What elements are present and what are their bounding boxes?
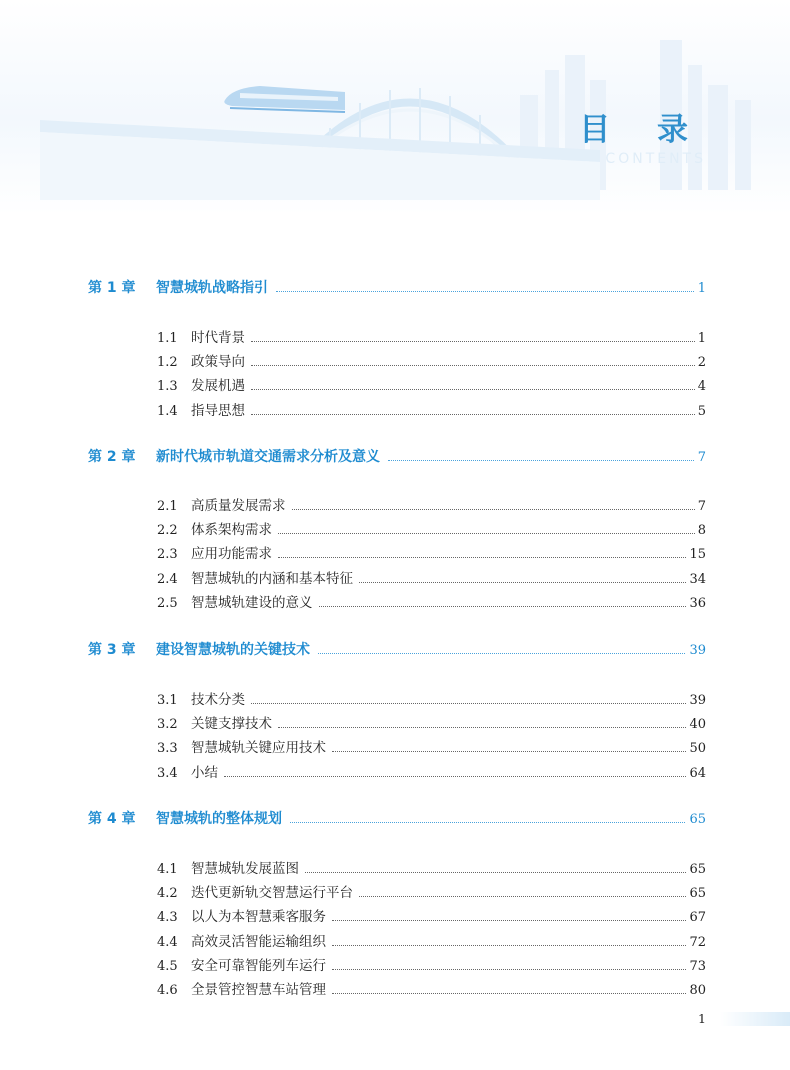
dot-leader (251, 414, 695, 415)
section-title: 发展机遇 (191, 378, 245, 395)
section-title: 全景管控智慧车站管理 (191, 982, 326, 998)
section-page: 7 (697, 499, 706, 514)
section-title: 高质量发展需求 (191, 498, 286, 514)
section-page: 65 (689, 862, 706, 877)
section-page: 50 (689, 741, 706, 757)
section-number: 4.6 (157, 983, 178, 998)
section-number: 1.4 (157, 403, 178, 419)
section-page: 72 (689, 934, 706, 950)
section-number: 3.3 (157, 741, 178, 757)
section-page: 34 (689, 571, 706, 587)
toc-chapter[interactable] (88, 639, 706, 659)
toc-section[interactable] (157, 712, 706, 732)
section-number: 1.3 (157, 379, 178, 395)
section-page: 36 (689, 595, 706, 611)
dot-leader (332, 751, 686, 752)
section-page: 5 (697, 403, 706, 419)
toc-section[interactable] (157, 954, 706, 974)
section-title: 迭代更新轨交智慧运行平台 (191, 885, 353, 902)
section-page: 73 (689, 958, 706, 974)
section-title: 智慧城轨发展蓝图 (191, 861, 299, 877)
dot-leader (290, 822, 685, 823)
dot-leader (251, 389, 695, 390)
section-title: 体系架构需求 (191, 522, 272, 539)
dot-leader (278, 533, 695, 534)
section-title: 应用功能需求 (191, 546, 272, 563)
chapter-title: 智慧城轨战略指引 (156, 280, 268, 296)
toc-section[interactable] (157, 518, 706, 538)
dot-leader (318, 653, 685, 654)
dot-leader (359, 582, 686, 583)
toc-section[interactable] (157, 326, 706, 346)
chapter-title: 智慧城轨的整体规划 (156, 811, 282, 827)
chapter-page: 65 (689, 812, 706, 827)
section-title: 智慧城轨的内涵和基本特征 (191, 570, 353, 587)
dot-leader (224, 776, 686, 777)
chapter-title: 建设智慧城轨的关键技术 (156, 642, 310, 658)
dot-leader (332, 945, 686, 946)
section-number: 2.4 (157, 571, 178, 587)
page-number: 1 (698, 1011, 706, 1026)
toc-section[interactable] (157, 688, 706, 708)
section-number: 4.1 (157, 862, 178, 877)
toc-section[interactable] (157, 857, 706, 877)
toc-section[interactable] (157, 399, 706, 419)
section-title: 智慧城轨关键应用技术 (191, 740, 326, 757)
section-number: 2.5 (157, 595, 178, 611)
section-number: 4.2 (157, 886, 178, 902)
section-page: 65 (689, 886, 706, 902)
page-title: 目 录 (579, 112, 706, 148)
toc-section[interactable] (157, 930, 706, 950)
dot-leader (305, 872, 686, 873)
section-page: 1 (697, 331, 706, 346)
section-number: 4.3 (157, 910, 178, 926)
section-number: 1.2 (157, 355, 178, 371)
section-page: 67 (689, 910, 706, 926)
section-page: 8 (697, 523, 706, 539)
section-page: 39 (689, 693, 706, 708)
toc-section[interactable] (157, 567, 706, 587)
section-title: 高效灵活智能运输组织 (191, 933, 326, 950)
section-title: 以人为本智慧乘客服务 (191, 909, 326, 926)
toc-section[interactable] (157, 905, 706, 925)
toc-section[interactable] (157, 542, 706, 562)
dot-leader (251, 703, 686, 704)
dot-leader (292, 509, 695, 510)
toc-section[interactable] (157, 374, 706, 394)
section-title: 智慧城轨建设的意义 (191, 594, 313, 611)
dot-leader (276, 291, 694, 292)
toc-chapter[interactable] (88, 277, 706, 297)
toc-section[interactable] (157, 350, 706, 370)
chapter-number: 第 2 章 (88, 449, 136, 465)
section-title: 指导思想 (191, 402, 245, 419)
chapter-page: 7 (697, 450, 706, 465)
section-page: 2 (697, 355, 706, 371)
toc-section[interactable] (157, 736, 706, 756)
toc-section[interactable] (157, 494, 706, 514)
dot-leader (251, 341, 695, 342)
section-title: 安全可靠智能列车运行 (191, 957, 326, 974)
section-title: 技术分类 (191, 692, 245, 708)
section-page: 64 (689, 765, 706, 781)
section-number: 4.5 (157, 958, 178, 974)
chapter-page: 1 (697, 281, 706, 296)
chapter-title: 新时代城市轨道交通需求分析及意义 (156, 449, 380, 465)
section-number: 3.1 (157, 693, 178, 708)
page-tab-decoration (720, 1012, 790, 1026)
toc-section[interactable] (157, 591, 706, 611)
section-title: 政策导向 (191, 354, 245, 371)
dot-leader (319, 606, 687, 607)
dot-leader (332, 920, 686, 921)
dot-leader (332, 969, 686, 970)
section-number: 2.1 (157, 499, 178, 514)
section-title: 小结 (191, 764, 218, 781)
section-page: 15 (689, 547, 706, 563)
section-number: 2.3 (157, 547, 178, 563)
toc-chapter[interactable] (88, 446, 706, 466)
section-title: 时代背景 (191, 330, 245, 346)
dot-leader (278, 727, 686, 728)
section-number: 1.1 (157, 331, 178, 346)
dot-leader (278, 557, 686, 558)
section-page: 80 (689, 983, 706, 998)
section-number: 3.4 (157, 765, 178, 781)
chapter-number: 第 1 章 (88, 280, 136, 296)
chapter-number: 第 4 章 (88, 811, 136, 827)
toc-section[interactable] (157, 978, 706, 998)
toc-section[interactable] (157, 881, 706, 901)
dot-leader (251, 365, 695, 366)
section-number: 3.2 (157, 717, 178, 733)
toc-section[interactable] (157, 761, 706, 781)
section-number: 4.4 (157, 934, 178, 950)
section-number: 2.2 (157, 523, 178, 539)
chapter-number: 第 3 章 (88, 642, 136, 658)
dot-leader (359, 896, 686, 897)
section-title: 关键支撑技术 (191, 716, 272, 733)
section-page: 4 (697, 379, 706, 395)
dot-leader (388, 460, 694, 461)
toc-chapter[interactable] (88, 808, 706, 828)
section-page: 40 (689, 717, 706, 733)
page-subtitle: CONTENTS (605, 151, 706, 167)
dot-leader (332, 993, 686, 994)
chapter-page: 39 (689, 643, 706, 658)
